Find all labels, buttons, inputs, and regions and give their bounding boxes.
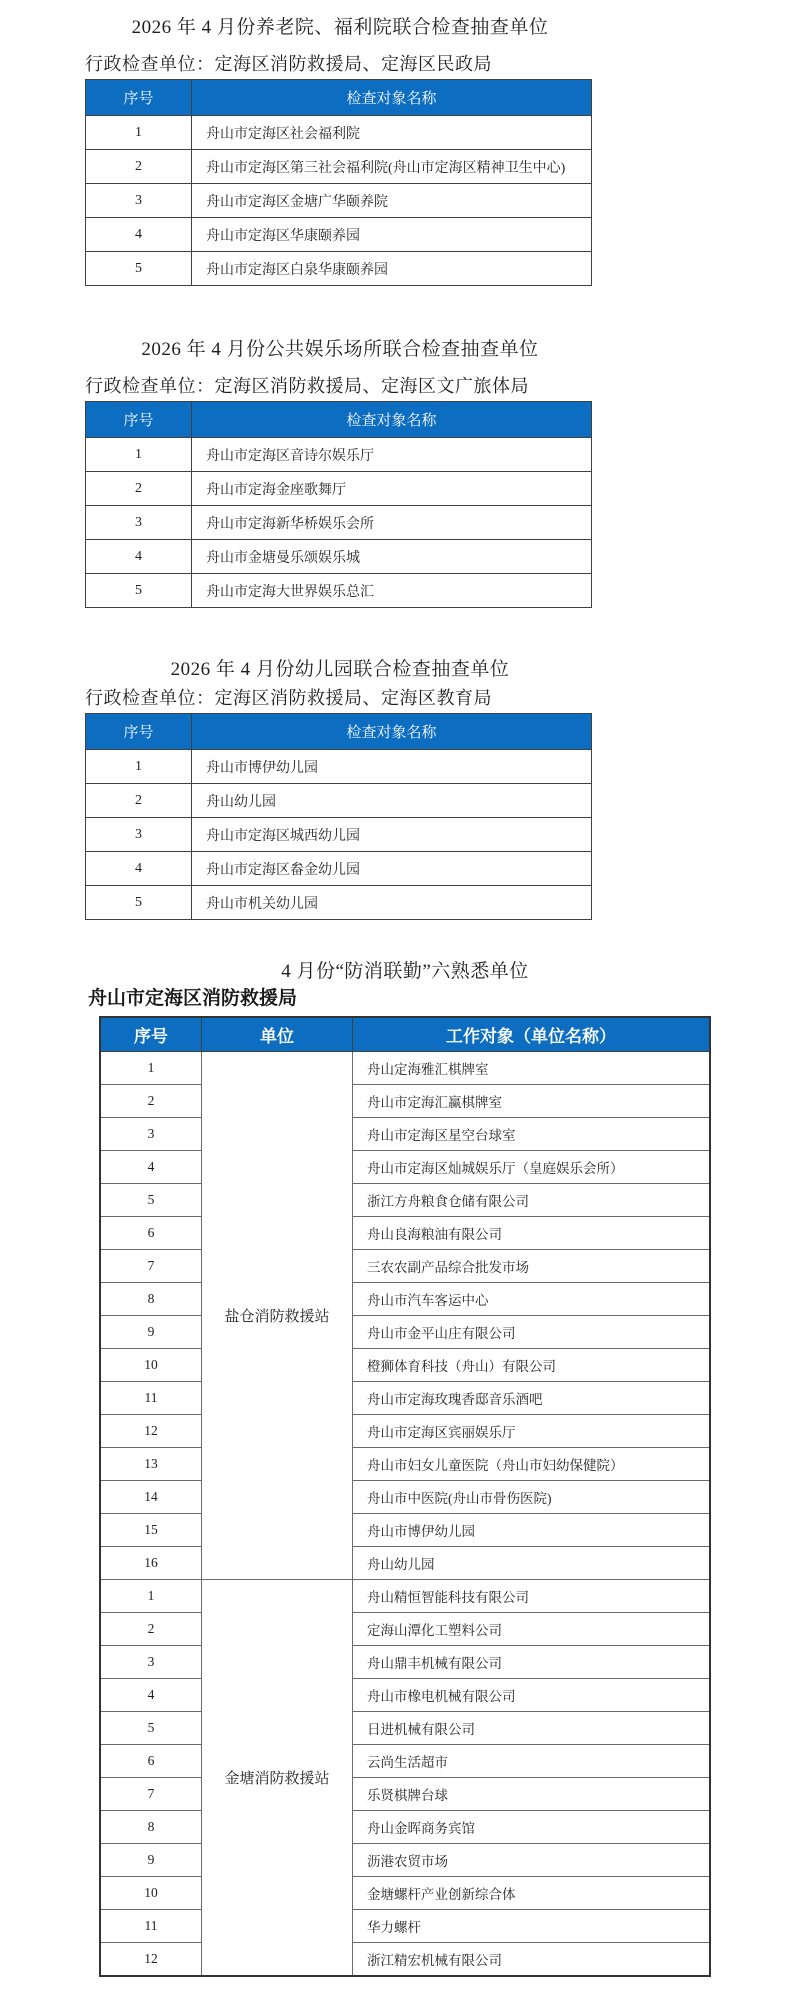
unit-cell: 金塘消防救援站 bbox=[202, 1580, 353, 1977]
row-index-cell: 14 bbox=[100, 1481, 202, 1514]
table-row bbox=[100, 1646, 710, 1679]
row-name-cell: 舟山市定海区星空台球室 bbox=[353, 1118, 711, 1151]
row-name-cell: 橙狮体育科技（舟山）有限公司 bbox=[353, 1349, 711, 1382]
inspection-table bbox=[85, 79, 592, 286]
row-index-cell: 11 bbox=[100, 1910, 202, 1943]
table-row bbox=[100, 1217, 710, 1250]
row-index-cell: 4 bbox=[100, 1679, 202, 1712]
table-row bbox=[86, 886, 592, 920]
row-name-cell: 舟山市定海区第三社会福利院(舟山市定海区精神卫生中心) bbox=[192, 150, 592, 184]
row-name-cell: 舟山市定海区城西幼儿园 bbox=[192, 818, 592, 852]
column-header-index: 序号 bbox=[86, 402, 192, 438]
row-index-cell: 2 bbox=[100, 1613, 202, 1646]
row-index-cell: 5 bbox=[100, 1184, 202, 1217]
row-name-cell: 三农农副产品综合批发市场 bbox=[353, 1250, 711, 1283]
row-index-cell: 15 bbox=[100, 1514, 202, 1547]
table-row bbox=[100, 1811, 710, 1844]
row-index-cell: 9 bbox=[100, 1844, 202, 1877]
row-name-cell: 舟山鼎丰机械有限公司 bbox=[353, 1646, 711, 1679]
table-row bbox=[86, 784, 592, 818]
row-index-cell: 8 bbox=[100, 1283, 202, 1316]
row-index-cell: 5 bbox=[86, 886, 192, 920]
row-index-cell: 2 bbox=[86, 150, 192, 184]
table-row bbox=[100, 1844, 710, 1877]
section-kindergartens bbox=[85, 656, 595, 920]
table-row bbox=[86, 750, 592, 784]
row-name-cell: 华力螺杆 bbox=[353, 1910, 711, 1943]
row-name-cell: 舟山市定海区金塘广华颐养院 bbox=[192, 184, 592, 218]
column-header-target: 检查对象名称 bbox=[192, 402, 592, 438]
row-name-cell: 舟山市定海金座歌舞厅 bbox=[192, 472, 592, 506]
row-index-cell: 2 bbox=[100, 1085, 202, 1118]
row-index-cell: 3 bbox=[100, 1646, 202, 1679]
section-nursing-homes bbox=[85, 14, 595, 286]
row-name-cell: 舟山市定海大世界娱乐总汇 bbox=[192, 574, 592, 608]
row-name-cell: 舟山市金平山庄有限公司 bbox=[353, 1316, 711, 1349]
table-row bbox=[86, 472, 592, 506]
row-name-cell: 金塘螺杆产业创新综合体 bbox=[353, 1877, 711, 1910]
row-name-cell: 舟山市定海区宾丽娱乐厅 bbox=[353, 1415, 711, 1448]
table-row bbox=[100, 1778, 710, 1811]
row-name-cell: 舟山定海雅汇棋牌室 bbox=[353, 1052, 711, 1085]
table-row bbox=[86, 184, 592, 218]
inspection-table bbox=[85, 401, 592, 608]
row-index-cell: 2 bbox=[86, 472, 192, 506]
row-index-cell: 3 bbox=[100, 1118, 202, 1151]
row-index-cell: 4 bbox=[86, 218, 192, 252]
row-index-cell: 1 bbox=[86, 116, 192, 150]
row-index-cell: 7 bbox=[100, 1778, 202, 1811]
row-index-cell: 10 bbox=[100, 1349, 202, 1382]
row-name-cell: 定海山潭化工塑料公司 bbox=[353, 1613, 711, 1646]
row-name-cell: 舟山市定海汇赢棋牌室 bbox=[353, 1085, 711, 1118]
table-row bbox=[100, 1712, 710, 1745]
table-row bbox=[100, 1679, 710, 1712]
row-index-cell: 10 bbox=[100, 1877, 202, 1910]
row-name-cell: 舟山市中医院(舟山市骨伤医院) bbox=[353, 1481, 711, 1514]
table-row bbox=[86, 506, 592, 540]
table-row bbox=[100, 1151, 710, 1184]
section-entertainment-venues bbox=[85, 336, 595, 608]
row-index-cell: 3 bbox=[86, 506, 192, 540]
column-header-index: 序号 bbox=[100, 1017, 202, 1052]
table-row bbox=[86, 818, 592, 852]
row-name-cell: 舟山市定海新华桥娱乐会所 bbox=[192, 506, 592, 540]
row-index-cell: 5 bbox=[86, 252, 192, 286]
table-row bbox=[86, 116, 592, 150]
table-row bbox=[86, 574, 592, 608]
row-name-cell: 舟山市定海区灿城娱乐厅（皇庭娱乐会所） bbox=[353, 1151, 711, 1184]
org-title: 舟山市定海区消防救援局 bbox=[88, 988, 298, 1009]
column-header-target: 检查对象名称 bbox=[192, 80, 592, 116]
row-name-cell: 日进机械有限公司 bbox=[353, 1712, 711, 1745]
row-index-cell: 12 bbox=[100, 1943, 202, 1977]
row-name-cell: 舟山市定海区音诗尔娱乐厅 bbox=[192, 438, 592, 472]
table-row bbox=[100, 1481, 710, 1514]
row-name-cell: 舟山市博伊幼儿园 bbox=[353, 1514, 711, 1547]
row-name-cell: 舟山市定海区社会福利院 bbox=[192, 116, 592, 150]
table-row bbox=[100, 1514, 710, 1547]
row-name-cell: 舟山金晖商务宾馆 bbox=[353, 1811, 711, 1844]
table-row bbox=[100, 1448, 710, 1481]
row-name-cell: 浙江方舟粮食仓储有限公司 bbox=[353, 1184, 711, 1217]
section-title: 2026 年 4 月份养老院、福利院联合检查抽查单位 bbox=[131, 17, 549, 38]
table-row bbox=[100, 1580, 710, 1613]
section-title: 4 月份“防消联勤”六熟悉单位 bbox=[281, 961, 529, 982]
table-row bbox=[100, 1613, 710, 1646]
row-index-cell: 4 bbox=[86, 852, 192, 886]
row-index-cell: 11 bbox=[100, 1382, 202, 1415]
row-name-cell: 舟山市定海玫瑰香邸音乐酒吧 bbox=[353, 1382, 711, 1415]
row-index-cell: 2 bbox=[86, 784, 192, 818]
row-index-cell: 1 bbox=[86, 750, 192, 784]
row-name-cell: 舟山市汽车客运中心 bbox=[353, 1283, 711, 1316]
row-index-cell: 16 bbox=[100, 1547, 202, 1580]
row-name-cell: 舟山市金塘曼乐颂娱乐城 bbox=[192, 540, 592, 574]
table-row bbox=[86, 150, 592, 184]
row-name-cell: 舟山良海粮油有限公司 bbox=[353, 1217, 711, 1250]
row-name-cell: 舟山市机关幼儿园 bbox=[192, 886, 592, 920]
table-row bbox=[86, 252, 592, 286]
table-row bbox=[86, 540, 592, 574]
table-row bbox=[100, 1415, 710, 1448]
row-index-cell: 1 bbox=[100, 1580, 202, 1613]
row-index-cell: 6 bbox=[100, 1217, 202, 1250]
table-row bbox=[100, 1877, 710, 1910]
table-header-row bbox=[86, 402, 592, 438]
table-row bbox=[100, 1184, 710, 1217]
row-index-cell: 4 bbox=[100, 1151, 202, 1184]
column-header-index: 序号 bbox=[86, 714, 192, 750]
row-name-cell: 舟山幼儿园 bbox=[353, 1547, 711, 1580]
table-row bbox=[100, 1250, 710, 1283]
row-index-cell: 5 bbox=[100, 1712, 202, 1745]
row-name-cell: 舟山市妇女儿童医院（舟山市妇幼保健院） bbox=[353, 1448, 711, 1481]
table-row bbox=[86, 852, 592, 886]
row-name-cell: 舟山市定海区白泉华康颐养园 bbox=[192, 252, 592, 286]
table-row bbox=[100, 1943, 710, 1977]
joint-duty-table bbox=[99, 1016, 711, 1977]
row-name-cell: 浙江精宏机械有限公司 bbox=[353, 1943, 711, 1977]
table-row bbox=[86, 438, 592, 472]
row-name-cell: 舟山市定海区畚金幼儿园 bbox=[192, 852, 592, 886]
row-name-cell: 舟山市博伊幼儿园 bbox=[192, 750, 592, 784]
table-header-row bbox=[86, 714, 592, 750]
row-index-cell: 3 bbox=[86, 184, 192, 218]
row-name-cell: 舟山幼儿园 bbox=[192, 784, 592, 818]
row-index-cell: 1 bbox=[86, 438, 192, 472]
row-index-cell: 8 bbox=[100, 1811, 202, 1844]
row-name-cell: 沥港农贸市场 bbox=[353, 1844, 711, 1877]
row-name-cell: 舟山市定海区华康颐养园 bbox=[192, 218, 592, 252]
column-header-index: 序号 bbox=[86, 80, 192, 116]
row-name-cell: 云尚生活超市 bbox=[353, 1745, 711, 1778]
row-name-cell: 舟山市橡电机械有限公司 bbox=[353, 1679, 711, 1712]
table-row bbox=[100, 1910, 710, 1943]
row-index-cell: 6 bbox=[100, 1745, 202, 1778]
table-header-row bbox=[86, 80, 592, 116]
table-header-row bbox=[100, 1017, 710, 1052]
row-name-cell: 舟山精恒智能科技有限公司 bbox=[353, 1580, 711, 1613]
section-subtitle: 行政检查单位：定海区消防救援局、定海区教育局 bbox=[85, 688, 492, 708]
row-index-cell: 4 bbox=[86, 540, 192, 574]
table-row bbox=[100, 1085, 710, 1118]
row-index-cell: 13 bbox=[100, 1448, 202, 1481]
row-index-cell: 1 bbox=[100, 1052, 202, 1085]
row-index-cell: 12 bbox=[100, 1415, 202, 1448]
table-row bbox=[100, 1052, 710, 1085]
table-row bbox=[100, 1745, 710, 1778]
row-index-cell: 7 bbox=[100, 1250, 202, 1283]
table-row bbox=[100, 1547, 710, 1580]
row-name-cell: 乐贤棋牌台球 bbox=[353, 1778, 711, 1811]
column-header-unit: 单位 bbox=[202, 1017, 353, 1052]
column-header-target: 工作对象（单位名称） bbox=[353, 1017, 711, 1052]
section-subtitle: 行政检查单位：定海区消防救援局、定海区民政局 bbox=[85, 54, 492, 74]
table-row bbox=[100, 1349, 710, 1382]
table-row bbox=[100, 1283, 710, 1316]
column-header-target: 检查对象名称 bbox=[192, 714, 592, 750]
unit-cell: 盐仓消防救援站 bbox=[202, 1052, 353, 1580]
table-row bbox=[86, 218, 592, 252]
table-row bbox=[100, 1382, 710, 1415]
table-row bbox=[100, 1316, 710, 1349]
row-index-cell: 5 bbox=[86, 574, 192, 608]
section-title: 2026 年 4 月份幼儿园联合检查抽查单位 bbox=[170, 659, 510, 680]
section-subtitle: 行政检查单位：定海区消防救援局、定海区文广旅体局 bbox=[85, 376, 529, 396]
row-index-cell: 3 bbox=[86, 818, 192, 852]
section-joint-duty bbox=[85, 958, 725, 1977]
section-title: 2026 年 4 月份公共娱乐场所联合检查抽查单位 bbox=[141, 339, 539, 360]
table-row bbox=[100, 1118, 710, 1151]
inspection-table bbox=[85, 713, 592, 920]
row-index-cell: 9 bbox=[100, 1316, 202, 1349]
